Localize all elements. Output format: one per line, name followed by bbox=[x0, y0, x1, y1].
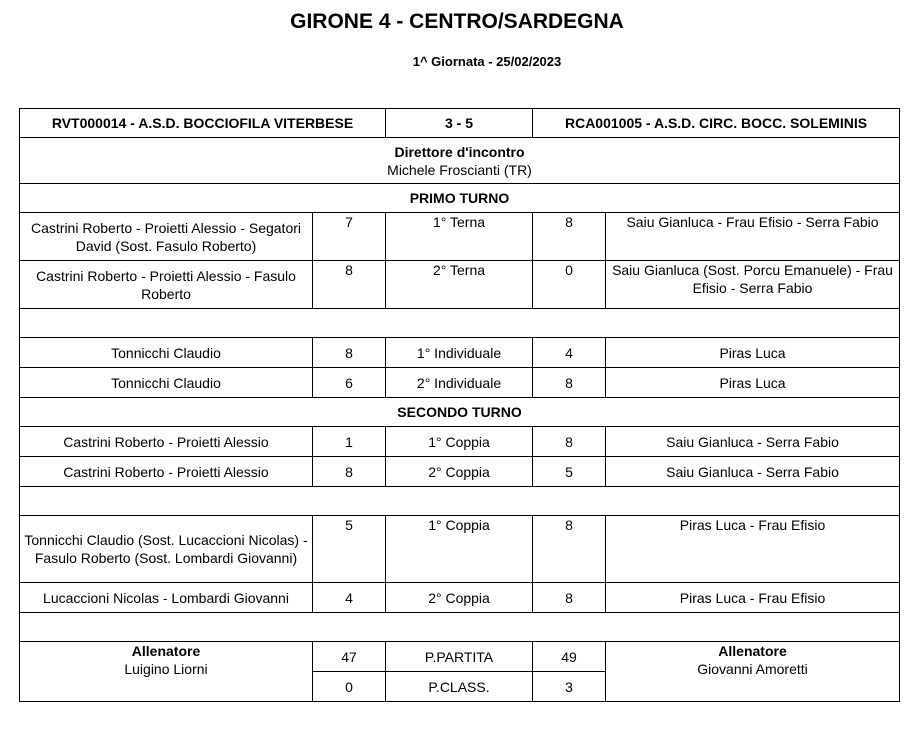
section-secondo bbox=[20, 398, 900, 427]
director-name: Michele Froscianti (TR) bbox=[387, 161, 532, 178]
away-coach-cell bbox=[606, 642, 900, 702]
home-players: Tonnicchi Claudio bbox=[20, 368, 313, 398]
table-row bbox=[20, 427, 900, 457]
director-row bbox=[20, 138, 900, 184]
game-type: 2° Coppia bbox=[386, 583, 533, 613]
points-row-partita bbox=[20, 642, 900, 672]
away-players: Saiu Gianluca - Frau Efisio - Serra Fabio bbox=[606, 213, 900, 261]
section-label: PRIMO TURNO bbox=[20, 184, 900, 213]
game-type: 1° Coppia bbox=[386, 427, 533, 457]
away-score: 4 bbox=[533, 338, 606, 368]
away-score: 8 bbox=[533, 516, 606, 583]
home-score: 7 bbox=[313, 213, 386, 261]
table-row bbox=[20, 583, 900, 613]
final-score: 3 - 5 bbox=[386, 109, 533, 138]
table-row bbox=[20, 261, 900, 309]
director-label: Direttore d'incontro bbox=[394, 143, 525, 160]
section-label: SECONDO TURNO bbox=[20, 398, 900, 427]
page-title: GIRONE 4 - CENTRO/SARDEGNA bbox=[290, 10, 624, 33]
away-score: 5 bbox=[533, 457, 606, 487]
game-type: 1° Terna bbox=[386, 213, 533, 261]
home-score: 1 bbox=[313, 427, 386, 457]
home-score: 5 bbox=[313, 516, 386, 583]
home-coach: Luigino Liorni bbox=[124, 661, 208, 677]
home-team: RVT000014 - A.S.D. BOCCIOFILA VITERBESE bbox=[20, 109, 386, 138]
spacer-row bbox=[20, 487, 900, 516]
header-row bbox=[20, 109, 900, 138]
match-day: 1^ Giornata - 25/02/2023 bbox=[412, 54, 562, 69]
home-score: 8 bbox=[313, 457, 386, 487]
game-type: 2° Individuale bbox=[386, 368, 533, 398]
away-points-partita: 49 bbox=[533, 642, 606, 672]
match-sheet bbox=[19, 108, 900, 702]
away-points-class: 3 bbox=[533, 672, 606, 702]
table-row bbox=[20, 338, 900, 368]
away-coach: Giovanni Amoretti bbox=[697, 661, 808, 677]
game-type: 1° Coppia bbox=[386, 516, 533, 583]
away-players: Saiu Gianluca - Serra Fabio bbox=[606, 457, 900, 487]
away-players: Piras Luca - Frau Efisio bbox=[606, 516, 900, 583]
home-points-partita: 47 bbox=[313, 642, 386, 672]
home-players: Tonnicchi Claudio bbox=[20, 338, 313, 368]
home-score: 6 bbox=[313, 368, 386, 398]
spacer-row bbox=[20, 309, 900, 338]
away-players: Piras Luca bbox=[606, 338, 900, 368]
table-row bbox=[20, 516, 900, 583]
points-partita-label: P.PARTITA bbox=[386, 642, 533, 672]
section-primo bbox=[20, 184, 900, 213]
table-row bbox=[20, 368, 900, 398]
away-score: 8 bbox=[533, 368, 606, 398]
home-score: 8 bbox=[313, 338, 386, 368]
home-points-class: 0 bbox=[313, 672, 386, 702]
away-score: 8 bbox=[533, 427, 606, 457]
away-team: RCA001005 - A.S.D. CIRC. BOCC. SOLEMINIS bbox=[533, 109, 900, 138]
home-players: Castrini Roberto - Proietti Alessio bbox=[20, 427, 313, 457]
away-players: Saiu Gianluca - Serra Fabio bbox=[606, 427, 900, 457]
home-score: 8 bbox=[313, 261, 386, 309]
coach-label: Allenatore bbox=[131, 643, 201, 659]
home-coach-cell bbox=[20, 642, 313, 702]
game-type: 1° Individuale bbox=[386, 338, 533, 368]
away-score: 0 bbox=[533, 261, 606, 309]
away-players: Saiu Gianluca (Sost. Porcu Emanuele) - Frau Efisio - Serra Fabio bbox=[606, 261, 900, 309]
away-score: 8 bbox=[533, 213, 606, 261]
home-players: Lucaccioni Nicolas - Lombardi Giovanni bbox=[20, 583, 313, 613]
game-type: 2° Terna bbox=[386, 261, 533, 309]
home-players: Tonnicchi Claudio (Sost. Lucaccioni Nicolas) - Fasulo Roberto (Sost. Lombardi Giovanni) bbox=[20, 516, 313, 583]
table-row bbox=[20, 213, 900, 261]
away-players: Piras Luca - Frau Efisio bbox=[606, 583, 900, 613]
away-players: Piras Luca bbox=[606, 368, 900, 398]
points-class-label: P.CLASS. bbox=[386, 672, 533, 702]
game-type: 2° Coppia bbox=[386, 457, 533, 487]
home-players: Castrini Roberto - Proietti Alessio bbox=[20, 457, 313, 487]
away-score: 8 bbox=[533, 583, 606, 613]
home-players: Castrini Roberto - Proietti Alessio - Fasulo Roberto bbox=[20, 261, 313, 309]
spacer-row bbox=[20, 613, 900, 642]
coach-label: Allenatore bbox=[718, 643, 787, 659]
home-score: 4 bbox=[313, 583, 386, 613]
table-row bbox=[20, 457, 900, 487]
home-players: Castrini Roberto - Proietti Alessio - Segatori David (Sost. Fasulo Roberto) bbox=[20, 213, 313, 261]
